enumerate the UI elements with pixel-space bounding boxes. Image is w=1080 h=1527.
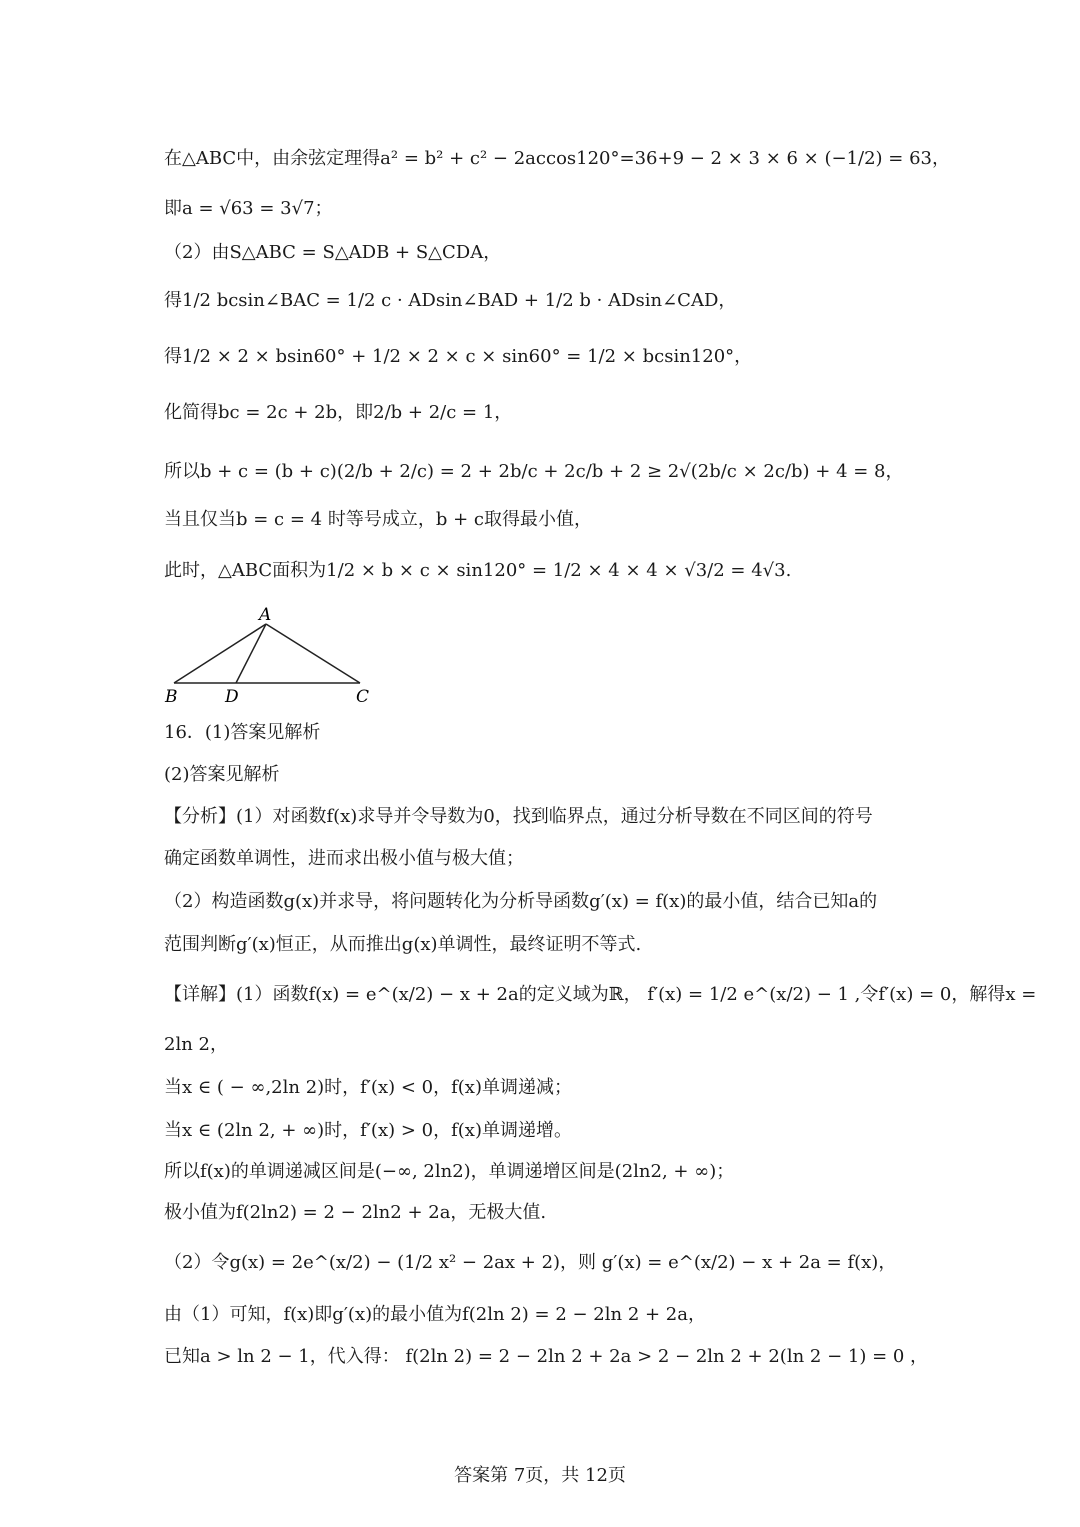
text-line-3: （2）由S△ABC = S△ADB + S△CDA， <box>164 242 502 263</box>
label-a: A <box>259 605 272 625</box>
text-line-17: 2ln 2， <box>164 1034 228 1055</box>
text-line-14: （2）构造函数g(x)并求导，将问题转化为分析导函数g′(x) = f(x)的最小值，结合已知a的 <box>164 891 878 912</box>
edge-ac <box>266 624 360 683</box>
text-line-18: 当x ∈ ( − ∞,2ln 2)时，f′(x) < 0，f(x)单调递减； <box>164 1077 572 1098</box>
label-c: C <box>356 687 370 707</box>
text-line-2: 即a = √63 = 3√7； <box>164 198 333 219</box>
text-line-10: 16．(1)答案见解析 <box>164 722 321 743</box>
text-line-1: 在△ABC中，由余弦定理得a² = b² + c² − 2accos120°=36+9 − 2 × 3 × 6 × (−1/2) = 63， <box>164 148 951 169</box>
text-line-9: 此时，△ABC面积为1/2 × b × c × sin120° = 1/2 × 4 × 4 × √3/2 = 4√3. <box>164 560 792 581</box>
text-line-22: （2）令g(x) = 2e^(x/2) − (1/2 x² − 2ax + 2)，则 g′(x) = e^(x/2) − x + 2a = f(x)， <box>164 1252 897 1273</box>
page-footer: 答案第 7页，共 12页 <box>454 1465 626 1486</box>
text-line-23: 由（1）可知，f(x)即g′(x)的最小值为f(2ln 2) = 2 − 2ln 2 + 2a， <box>164 1304 706 1325</box>
text-line-5: 得1/2 × 2 × bsin60° + 1/2 × 2 × c × sin60° = 1/2 × bcsin120°， <box>164 346 753 367</box>
text-line-11: (2)答案见解析 <box>164 764 280 785</box>
text-line-8: 当且仅当b = c = 4 时等号成立，b + c取得最小值， <box>164 509 592 530</box>
label-b: B <box>165 687 178 707</box>
text-line-6: 化简得bc = 2c + 2b，即2/b + 2/c = 1， <box>164 402 513 423</box>
text-line-15: 范围判断g′(x)恒正，从而推出g(x)单调性，最终证明不等式. <box>164 934 642 955</box>
text-line-21: 极小值为f(2ln2) = 2 − 2ln2 + 2a，无极大值. <box>164 1202 547 1223</box>
triangle-figure <box>160 603 380 708</box>
text-line-24: 已知a > ln 2 − 1，代入得： f(2ln 2) = 2 − 2ln 2 + 2a > 2 − 2ln 2 + 2(ln 2 − 1) = 0 ， <box>164 1346 929 1367</box>
text-line-4: 得1/2 bcsin∠BAC = 1/2 c · ADsin∠BAD + 1/2 b · ADsin∠CAD， <box>164 290 737 311</box>
text-line-12: 【分析】(1）对函数f(x)求导并令导数为0，找到临界点，通过分析导数在不同区间的符号 <box>164 806 873 827</box>
text-line-20: 所以f(x)的单调递减区间是(−∞, 2ln2)，单调递增区间是(2ln2, + ∞)； <box>164 1161 735 1182</box>
text-line-16: 【详解】(1）函数f(x) = e^(x/2) − x + 2a的定义域为ℝ， f′(x) = 1/2 e^(x/2) − 1 ,令f′(x) = 0，解得x = <box>164 984 1037 1005</box>
text-line-7: 所以b + c = (b + c)(2/b + 2/c) = 2 + 2b/c + 2c/b + 2 ≥ 2√(2b/c × 2c/b) + 4 = 8， <box>164 461 904 482</box>
text-line-19: 当x ∈ (2ln 2, + ∞)时，f′(x) > 0，f(x)单调递增。 <box>164 1120 572 1141</box>
text-line-13: 确定函数单调性，进而求出极小值与极大值； <box>164 848 524 869</box>
label-d: D <box>225 687 239 707</box>
edge-ab <box>174 624 266 683</box>
